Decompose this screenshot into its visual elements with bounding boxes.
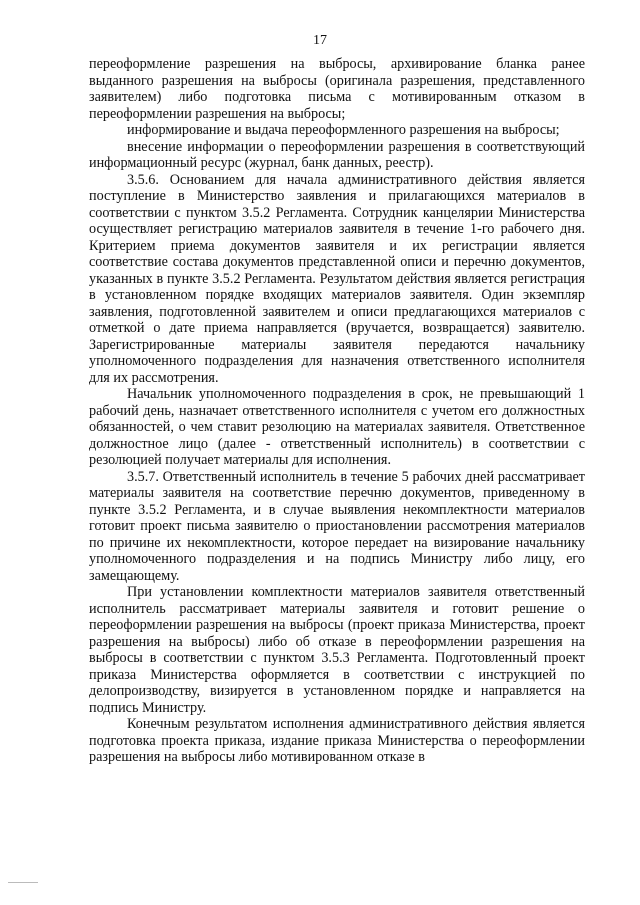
paragraph: Начальник уполномоченного подразделения в срок, не превышающий 1 рабочий день, назначает ответственного исполнителя с учетом его должностных обязанностей, о чем ставит резолюцию на материалах заявителя. Ответственное должностное лицо (далее - ответственный исполнитель) в соответствии с резолюцией получает материалы для исполнения.	[89, 386, 585, 468]
paragraph: 3.5.7. Ответственный исполнитель в течение 5 рабочих дней рассматривает материалы заявителя на соответствие перечню документов, приведенному в пункте 3.5.2 Регламента, и в случае выявления некомплектности материалов готовит проект письма заявителю о приостановлении рассмотрения материалов по причине их некомплектности, которое передает на визирование начальнику уполномоченного подразделения и на подпись Министру либо лицу, его замещающему.	[89, 468, 585, 584]
paragraph: информирование и выдача переоформленного разрешения на выбросы;	[127, 122, 560, 138]
document-body	[89, 56, 585, 766]
paragraph: внесение информации о переоформлении разрешения в соответствующий информационный ресурс (журнал, банк данных, реестр).	[89, 138, 585, 171]
scan-edge-mark	[8, 882, 38, 883]
page-number: 17	[313, 33, 327, 48]
paragraph: При установлении комплектности материалов заявителя ответственный исполнитель рассматривает материалы заявителя и готовит решение о переоформлении разрешения на выбросы (проект приказа Министерства, проект разрешения на выбросы) либо об отказе в переоформлении разрешения на выбросы в соответствии с пунктом 3.5.3 Регламента. Подготовленный проект приказа Министерства оформляется в соответствии с инструкцией по делопроизводству, визируется в установленном порядке и направляется на подпись Министру.	[89, 584, 585, 716]
paragraph: 3.5.6. Основанием для начала административного действия является поступление в Министерство заявления и прилагающихся материалов в соответствии с пунктом 3.5.2 Регламента. Сотрудник канцелярии Министерства осуществляет регистрацию материалов заявителя в течение 1-го рабочего дня. Критерием приема документов заявителя и их регистрации является соответствие состава документов представленной описи и перечню документов, указанных в пункте 3.5.2 Регламента. Результатом действия является регистрация в установленном порядке входящих материалов заявителя. Один экземпляр заявления, подготовленной заявителем и описи предлагающихся материалов с отметкой о дате приема направляется (вручается, возвращается) заявителю. Зарегистрированные материалы заявителя передаются начальнику уполномоченного подразделения для назначения ответственного исполнителя для их рассмотрения.	[89, 171, 585, 386]
paragraph: переоформление разрешения на выбросы, архивирование бланка ранее выданного разрешения на выбросы (оригинала разрешения, представленного заявителем) либо подготовка письма с мотивированным отказом в переоформлении разрешения на выбросы;	[89, 56, 585, 122]
paragraph: Конечным результатом исполнения административного действия является подготовка проекта приказа, издание приказа Министерства о переоформлении разрешения на выбросы либо мотивированном отказе в	[89, 716, 585, 765]
